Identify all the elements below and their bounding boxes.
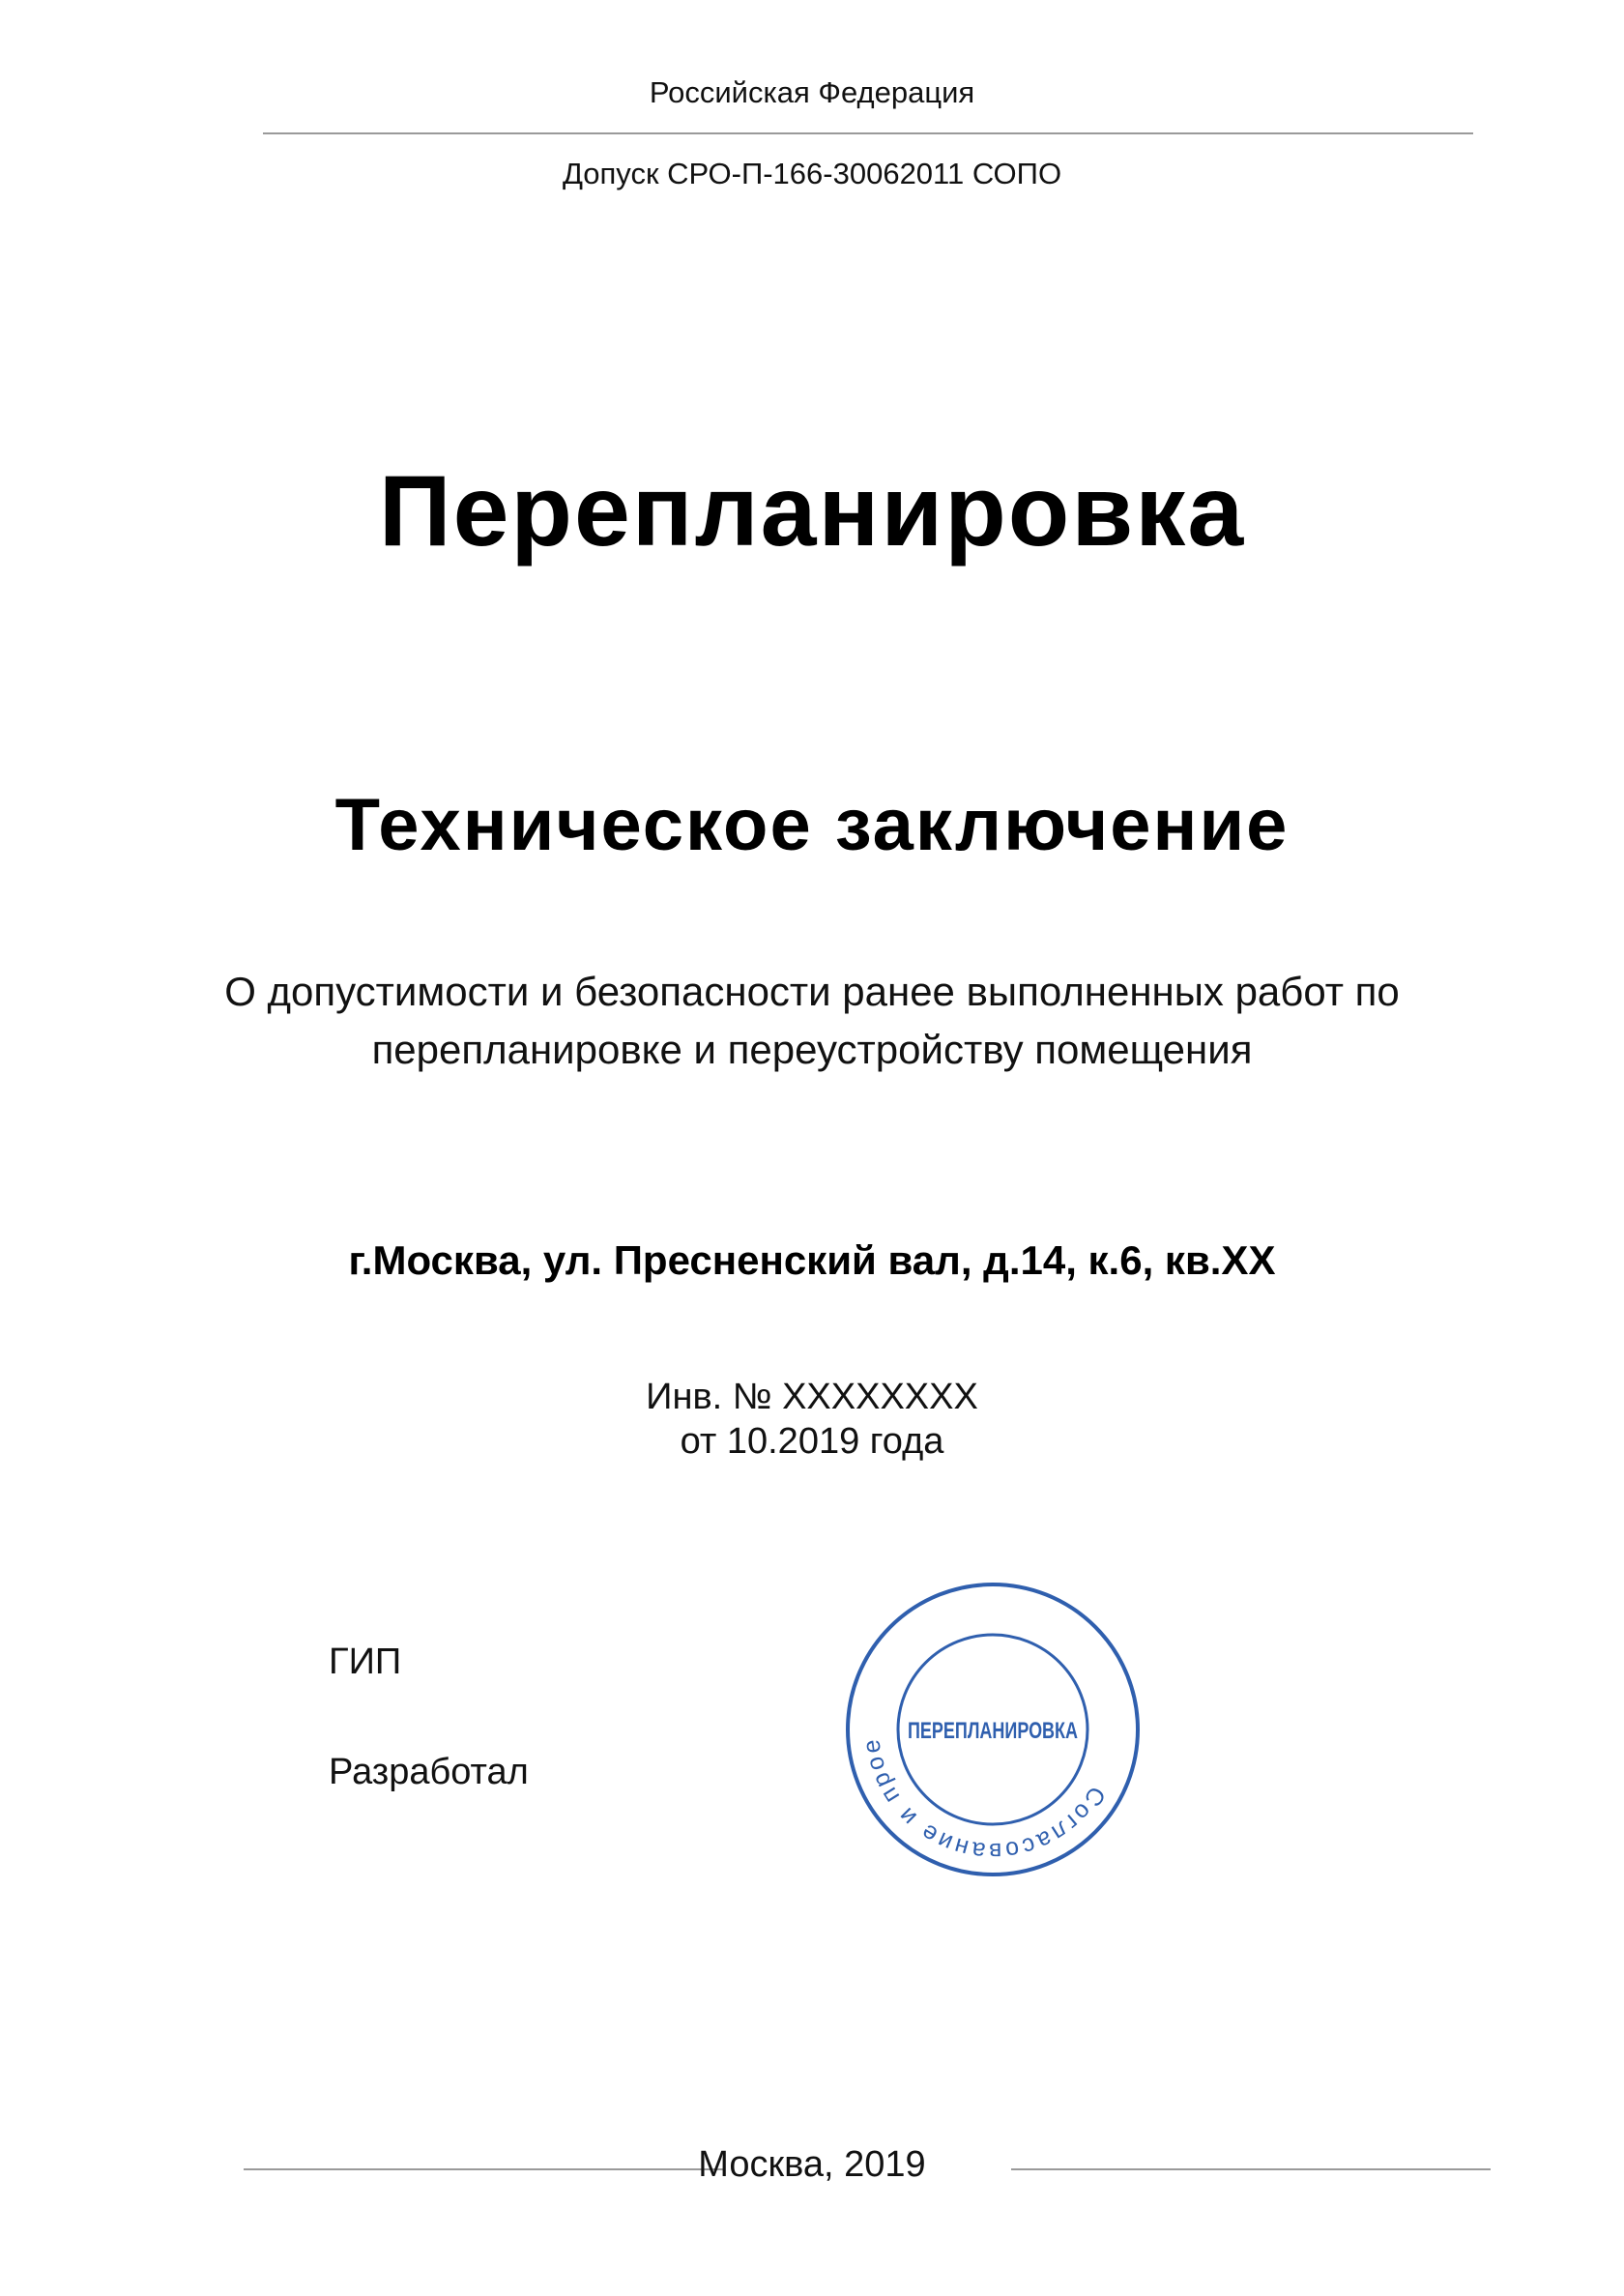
- country-name: Российская Федерация: [649, 75, 975, 109]
- stamp-icon: [843, 1580, 1143, 1879]
- developer-label: Разработал: [329, 1752, 529, 1792]
- stamp-ring-text: Согласование и прое: [857, 1735, 1112, 1866]
- stamp-center-text: ПЕРЕПЛАНИРОВКА: [908, 1718, 1078, 1744]
- document-description: [0, 963, 1624, 1079]
- company-stamp: [843, 1580, 1143, 1879]
- inventory-date: от 10.2019 года: [680, 1421, 944, 1462]
- gip-label: ГИП: [329, 1642, 402, 1682]
- property-address: г.Москва, ул. Пресненский вал, д.14, к.6, кв.XX: [348, 1237, 1276, 1283]
- permit-number: Допуск СРО-П-166-30062011 СОПО: [562, 157, 1062, 190]
- document-subtitle: Техническое заключение: [334, 784, 1290, 866]
- inventory-number: Инв. № XXXXXXXX: [646, 1377, 978, 1417]
- description-line-2: перепланировке и переустройству помещения: [371, 1027, 1253, 1072]
- description-line-1: О допустимости и безопасности ранее выполненных работ по: [224, 969, 1400, 1014]
- footer-divider-right: [1011, 2168, 1491, 2170]
- header-divider: [263, 132, 1473, 134]
- footer-city-year: Москва, 2019: [698, 2144, 926, 2185]
- main-title: Перепланировка: [378, 455, 1246, 567]
